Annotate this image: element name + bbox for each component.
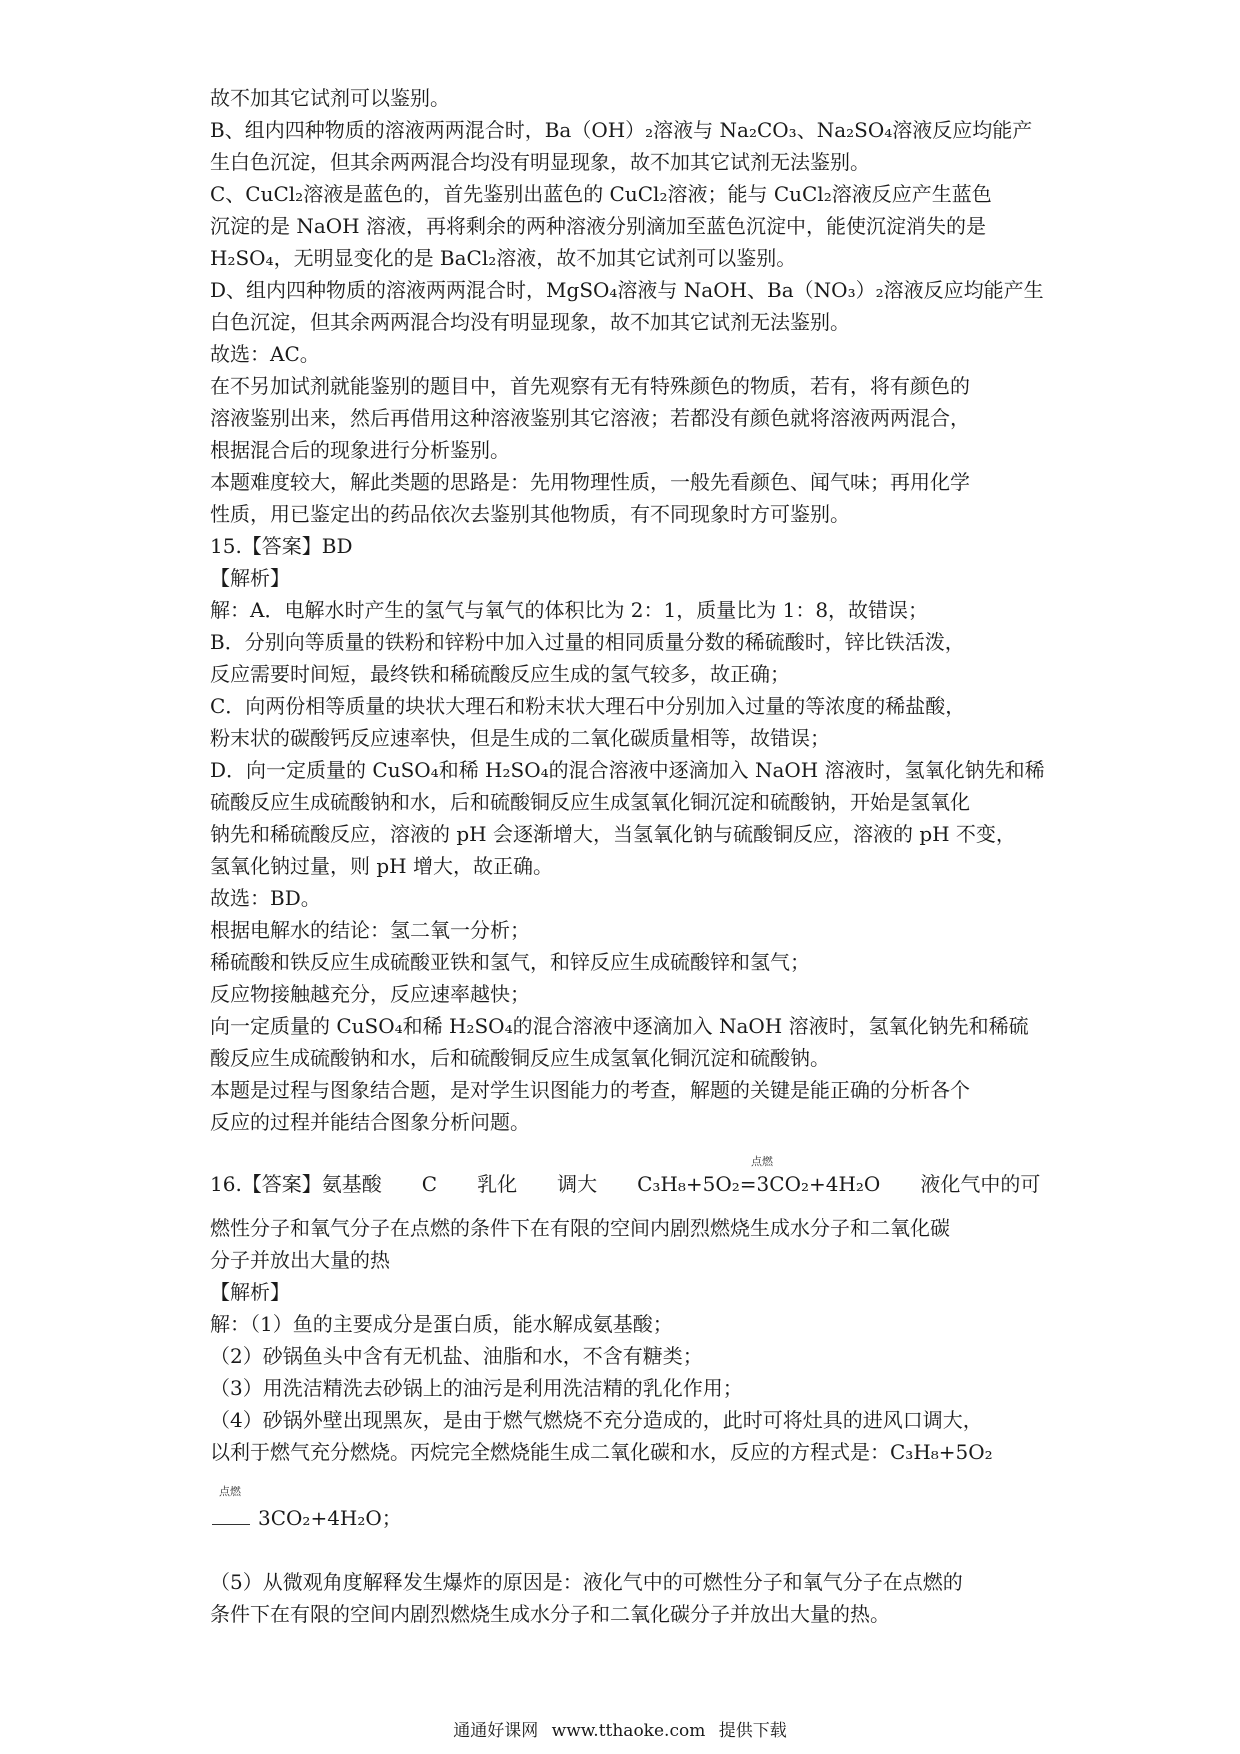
equation-condition: 点燃 bbox=[219, 1485, 241, 1498]
text-line: 解：A．电解水时产生的氢气与氧气的体积比为 2：1，质量比为 1：8，故错误； bbox=[210, 598, 929, 622]
text-line: 性质，用已鉴定出的药品依次去鉴别其他物质，有不同现象时方可鉴别。 bbox=[210, 502, 850, 526]
analysis-label-16: 【解析】 bbox=[210, 1280, 290, 1304]
text-line: 解：（1）鱼的主要成分是蛋白质，能水解成氨基酸； bbox=[210, 1312, 673, 1336]
text-line: 3CO₂+4H₂O； bbox=[258, 1506, 402, 1530]
text-line: 故选：BD。 bbox=[210, 886, 321, 910]
text-line: 反应物接触越充分，反应速率越快； bbox=[210, 982, 530, 1006]
text-line: 钠先和稀硫酸反应，溶液的 pH 会逐渐增大，当氢氧化钠与硫酸铜反应，溶液的 pH 不变， bbox=[210, 822, 1016, 846]
text-line: 粉末状的碳酸钙反应速率快，但是生成的二氧化碳质量相等，故错误； bbox=[210, 726, 830, 750]
text-line: 故不加其它试剂可以鉴别。 bbox=[210, 86, 450, 110]
text-line: 稀硫酸和铁反应生成硫酸亚铁和氢气，和锌反应生成硫酸锌和氢气； bbox=[210, 950, 810, 974]
text-line: B．分别向等质量的铁粉和锌粉中加入过量的相同质量分数的稀硫酸时，锌比铁活泼， bbox=[210, 630, 965, 654]
text-line: 反应需要时间短，最终铁和稀硫酸反应生成的氢气较多，故正确； bbox=[210, 662, 790, 686]
equation-condition: 点燃 bbox=[751, 1155, 773, 1168]
text-line: （2）砂锅鱼头中含有无机盐、油脂和水，不含有糖类； bbox=[210, 1344, 703, 1368]
text-line: B、组内四种物质的溶液两两混合时，Ba（OH）₂溶液与 Na₂CO₃、Na₂SO₄溶液反应均能产 bbox=[210, 118, 1033, 142]
text-line: 分子并放出大量的热 bbox=[210, 1248, 390, 1272]
text-line: H₂SO₄，无明显变化的是 BaCl₂溶液，故不加其它试剂可以鉴别。 bbox=[210, 246, 797, 270]
text-line: D、组内四种物质的溶液两两混合时，MgSO₄溶液与 NaOH、Ba（NO₃）₂溶液反应均能产生 bbox=[210, 278, 1044, 302]
analysis-label-15: 【解析】 bbox=[210, 566, 290, 590]
text-line: 本题是过程与图象结合题，是对学生识图能力的考查，解题的关键是能正确的分析各个 bbox=[210, 1078, 970, 1102]
text-line: 反应的过程并能结合图象分析问题。 bbox=[210, 1110, 530, 1134]
text-line: （5）从微观角度解释发生爆炸的原因是：液化气中的可燃性分子和氧气分子在点燃的 bbox=[210, 1570, 963, 1594]
text-line: D．向一定质量的 CuSO₄和稀 H₂SO₄的混合溶液中逐滴加入 NaOH 溶液时，氢氧化钠先和稀 bbox=[210, 758, 1045, 782]
text-line: 硫酸反应生成硫酸钠和水，后和硫酸铜反应生成氢氧化铜沉淀和硫酸钠，开始是氢氧化 bbox=[210, 790, 970, 814]
text-line: 本题难度较大，解此类题的思路是：先用物理性质，一般先看颜色、闻气味；再用化学 bbox=[210, 470, 970, 494]
text-line: 条件下在有限的空间内剧烈燃烧生成水分子和二氧化碳分子并放出大量的热。 bbox=[210, 1602, 890, 1626]
text-line: 燃性分子和氧气分子在点燃的条件下在有限的空间内剧烈燃烧生成水分子和二氧化碳 bbox=[210, 1216, 950, 1240]
footer-suffix: 提供下载 bbox=[718, 1721, 787, 1741]
footer-url[interactable]: www.tthaoke.com bbox=[551, 1721, 706, 1741]
equation-arrow bbox=[212, 1524, 250, 1525]
text-line: 溶液鉴别出来，然后再借用这种溶液鉴别其它溶液；若都没有颜色就将溶液两两混合， bbox=[210, 406, 970, 430]
text-line: 沉淀的是 NaOH 溶液，再将剩余的两种溶液分别滴加至蓝色沉淀中，能使沉淀消失的是 bbox=[210, 214, 986, 238]
text-line: （3）用洗洁精洗去砂锅上的油污是利用洗洁精的乳化作用； bbox=[210, 1376, 743, 1400]
text-line: 故选：AC。 bbox=[210, 342, 320, 366]
text-line: 在不另加试剂就能鉴别的题目中，首先观察有无有特殊颜色的物质，若有，将有颜色的 bbox=[210, 374, 970, 398]
text-line: 氢氧化钠过量，则 pH 增大，故正确。 bbox=[210, 854, 553, 878]
text-line: 酸反应生成硫酸钠和水，后和硫酸铜反应生成氢氧化铜沉淀和硫酸钠。 bbox=[210, 1046, 830, 1070]
text-line: 根据混合后的现象进行分析鉴别。 bbox=[210, 438, 510, 462]
text-line: 根据电解水的结论：氢二氧一分析； bbox=[210, 918, 530, 942]
answer-heading-16: 16.【答案】氨基酸 C 乳化 调大 C₃H₈+5O₂=3CO₂+4H₂O 液化气中的可 bbox=[210, 1172, 1041, 1196]
text-line: C、CuCl₂溶液是蓝色的，首先鉴别出蓝色的 CuCl₂溶液；能与 CuCl₂溶液反应产生蓝色 bbox=[210, 182, 992, 206]
text-line: 向一定质量的 CuSO₄和稀 H₂SO₄的混合溶液中逐滴加入 NaOH 溶液时，氢氧化钠先和稀硫 bbox=[210, 1014, 1029, 1038]
text-line: （4）砂锅外壁出现黑灰，是由于燃气燃烧不充分造成的，此时可将灶具的进风口调大， bbox=[210, 1408, 983, 1432]
text-line: 白色沉淀，但其余两两混合均没有明显现象，故不加其它试剂无法鉴别。 bbox=[210, 310, 850, 334]
text-line: 生白色沉淀，但其余两两混合均没有明显现象，故不加其它试剂无法鉴别。 bbox=[210, 150, 870, 174]
text-line: 以利于燃气充分燃烧。丙烷完全燃烧能生成二氧化碳和水，反应的方程式是：C₃H₈+5O₂ bbox=[210, 1440, 993, 1464]
footer-site-name: 通通好课网 bbox=[453, 1721, 539, 1741]
text-line: C．向两份相等质量的块状大理石和粉末状大理石中分别加入过量的等浓度的稀盐酸， bbox=[210, 694, 966, 718]
answer-heading-15: 15.【答案】BD bbox=[210, 534, 353, 558]
page-footer bbox=[0, 1716, 1240, 1741]
